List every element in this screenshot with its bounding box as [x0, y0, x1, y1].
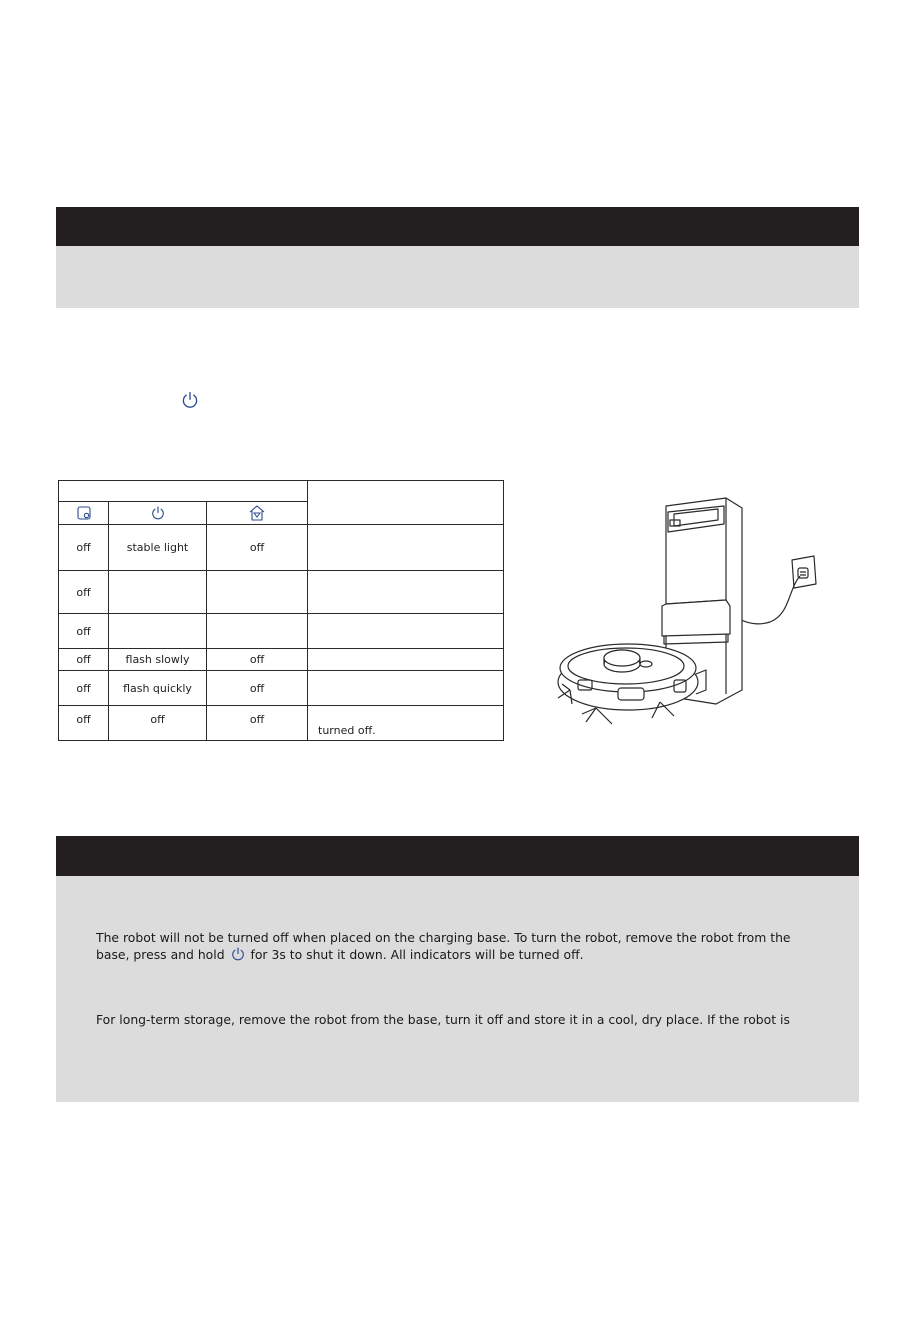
home-icon — [207, 502, 308, 525]
clean-icon — [59, 502, 109, 525]
cell-description: turned off. — [308, 706, 504, 741]
table-header-row — [59, 481, 504, 502]
section-header-bar — [56, 207, 859, 246]
cell-description — [308, 614, 504, 649]
table-header-description — [308, 481, 504, 525]
cell-home: off — [207, 706, 308, 741]
section-intro-box — [56, 246, 859, 308]
cell-home: off — [207, 649, 308, 671]
cell-home: off — [207, 671, 308, 706]
notes-box — [56, 876, 859, 1102]
cell-clean: off — [59, 649, 109, 671]
storage-note-line1: For long-term storage, remove the robot from the base, turn it off and store it in a cool, dry place. If the robot is — [96, 1012, 790, 1027]
section-header-bar — [56, 836, 859, 876]
cell-power: off — [109, 706, 207, 741]
cell-power: flash slowly — [109, 649, 207, 671]
cell-clean: off — [59, 571, 109, 614]
cell-home — [207, 571, 308, 614]
cell-power: flash quickly — [109, 671, 207, 706]
power-icon — [180, 390, 200, 410]
cell-clean: off — [59, 525, 109, 571]
indicator-status-table — [58, 480, 504, 741]
cell-description — [308, 571, 504, 614]
table-row — [59, 649, 504, 671]
cell-power — [109, 571, 207, 614]
cell-home: off — [207, 525, 308, 571]
table-row — [59, 571, 504, 614]
robot-base-illustration — [556, 494, 856, 734]
turn-off-note-after: for 3s to shut it down. All indicators will be turned off. — [250, 947, 584, 962]
cell-description — [308, 671, 504, 706]
cell-power: stable light — [109, 525, 207, 571]
cell-description — [308, 649, 504, 671]
turn-off-note-before: base, press and hold — [96, 947, 225, 962]
cell-clean: off — [59, 614, 109, 649]
cell-clean: off — [59, 706, 109, 741]
cell-home — [207, 614, 308, 649]
power-icon — [230, 946, 246, 962]
table-header-indicators — [59, 481, 308, 502]
cell-description — [308, 525, 504, 571]
cell-clean: off — [59, 671, 109, 706]
table-row — [59, 614, 504, 649]
table-row — [59, 525, 504, 571]
power-icon — [109, 502, 207, 525]
table-row — [59, 706, 504, 741]
turn-off-note-line1: The robot will not be turned off when placed on the charging base. To turn the robot, remove the robot from the — [96, 930, 791, 945]
cell-power — [109, 614, 207, 649]
table-row — [59, 671, 504, 706]
turn-off-note-line2 — [96, 946, 856, 964]
